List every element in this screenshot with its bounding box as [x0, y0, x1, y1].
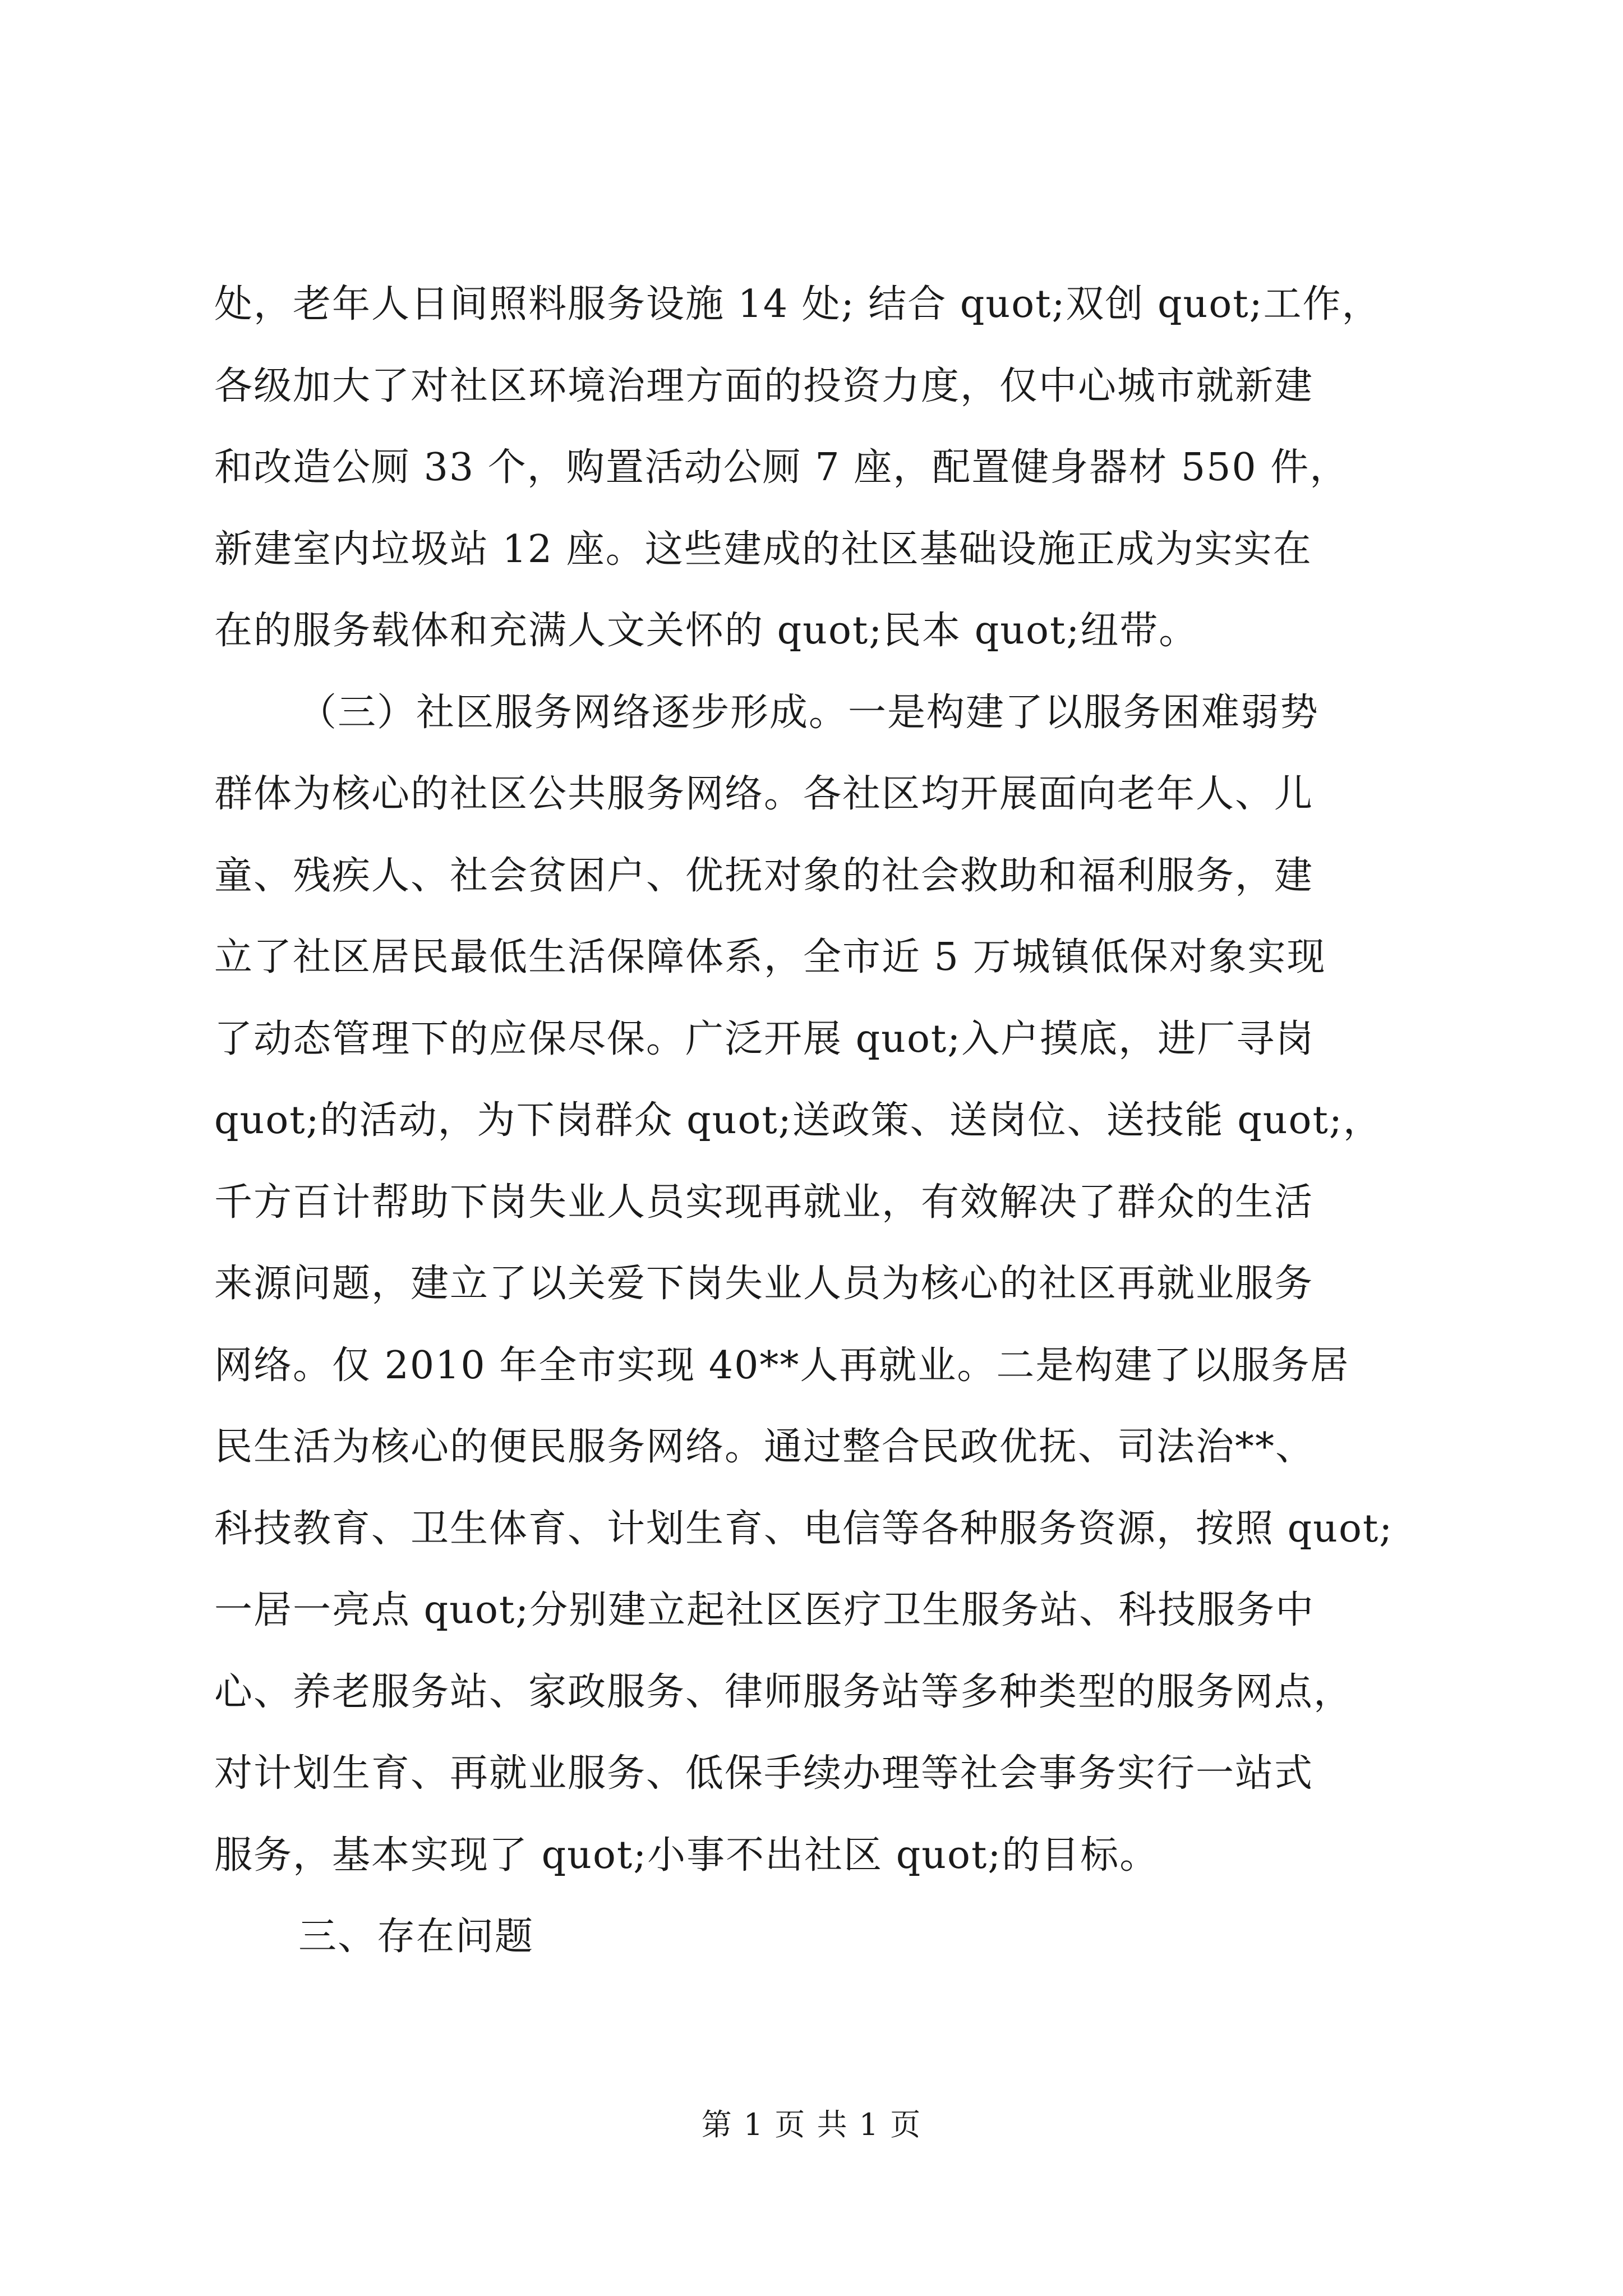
text-line: 千方百计帮助下岗失业人员实现再就业，有效解决了群众的生活	[214, 1180, 1314, 1225]
text-line: 了动态管理下的应保尽保。广泛开展 quot;入户摸底，进厂寻岗	[214, 1016, 1315, 1061]
text-line: 和改造公厕 33 个，购置活动公厕 7 座，配置健身器材 550 件，	[214, 445, 1349, 490]
text-line: quot;的活动，为下岗群众 quot;送政策、送岗位、送技能 quot;，	[214, 1098, 1382, 1143]
text-line: 一居一亮点 quot;分别建立起社区医疗卫生服务站、科技服务中	[214, 1588, 1315, 1632]
body-text	[214, 264, 1409, 1978]
text-line: 来源问题，建立了以关爱下岗失业人员为核心的社区再就业服务	[214, 1262, 1314, 1306]
section-heading: 三、存在问题	[298, 1915, 534, 1959]
text-line: 科技教育、卫生体育、计划生育、电信等各种服务资源，按照 quot;	[214, 1506, 1394, 1551]
text-line: 心、养老服务站、家政服务、律师服务站等多种类型的服务网点，	[214, 1669, 1353, 1714]
section-heading-line: （三）社区服务网络逐步形成。一是构建了以服务困难弱势	[298, 690, 1320, 735]
text-line: 立了社区居民最低生活保障体系，全市近 5 万城镇低保对象实现	[214, 935, 1326, 979]
text-line: 对计划生育、再就业服务、低保手续办理等社会事务实行一站式	[214, 1751, 1314, 1796]
text-line: 群体为核心的社区公共服务网络。各社区均开展面向老年人、儿	[214, 772, 1314, 816]
text-line: 新建室内垃圾站 12 座。这些建成的社区基础设施正成为实实在	[214, 527, 1312, 572]
text-line: 童、残疾人、社会贫困户、优抚对象的社会救助和福利服务，建	[214, 853, 1314, 898]
text-line: 处，老年人日间照料服务设施 14 处; 结合 quot;双创 quot;工作，	[214, 282, 1381, 326]
text-line: 民生活为核心的便民服务网络。通过整合民政优抚、司法治**、	[214, 1425, 1315, 1469]
text-line: 各级加大了对社区环境治理方面的投资力度，仅中心城市就新建	[214, 364, 1314, 408]
text-line: 网络。仅 2010 年全市实现 40**人再就业。二是构建了以服务居	[214, 1343, 1350, 1388]
text-line: 服务，基本实现了 quot;小事不出社区 quot;的目标。	[214, 1833, 1159, 1878]
text-line: 在的服务载体和充满人文关怀的 quot;民本 quot;纽带。	[214, 609, 1198, 653]
page-footer: 第 1 页 共 1 页	[701, 2107, 922, 2142]
